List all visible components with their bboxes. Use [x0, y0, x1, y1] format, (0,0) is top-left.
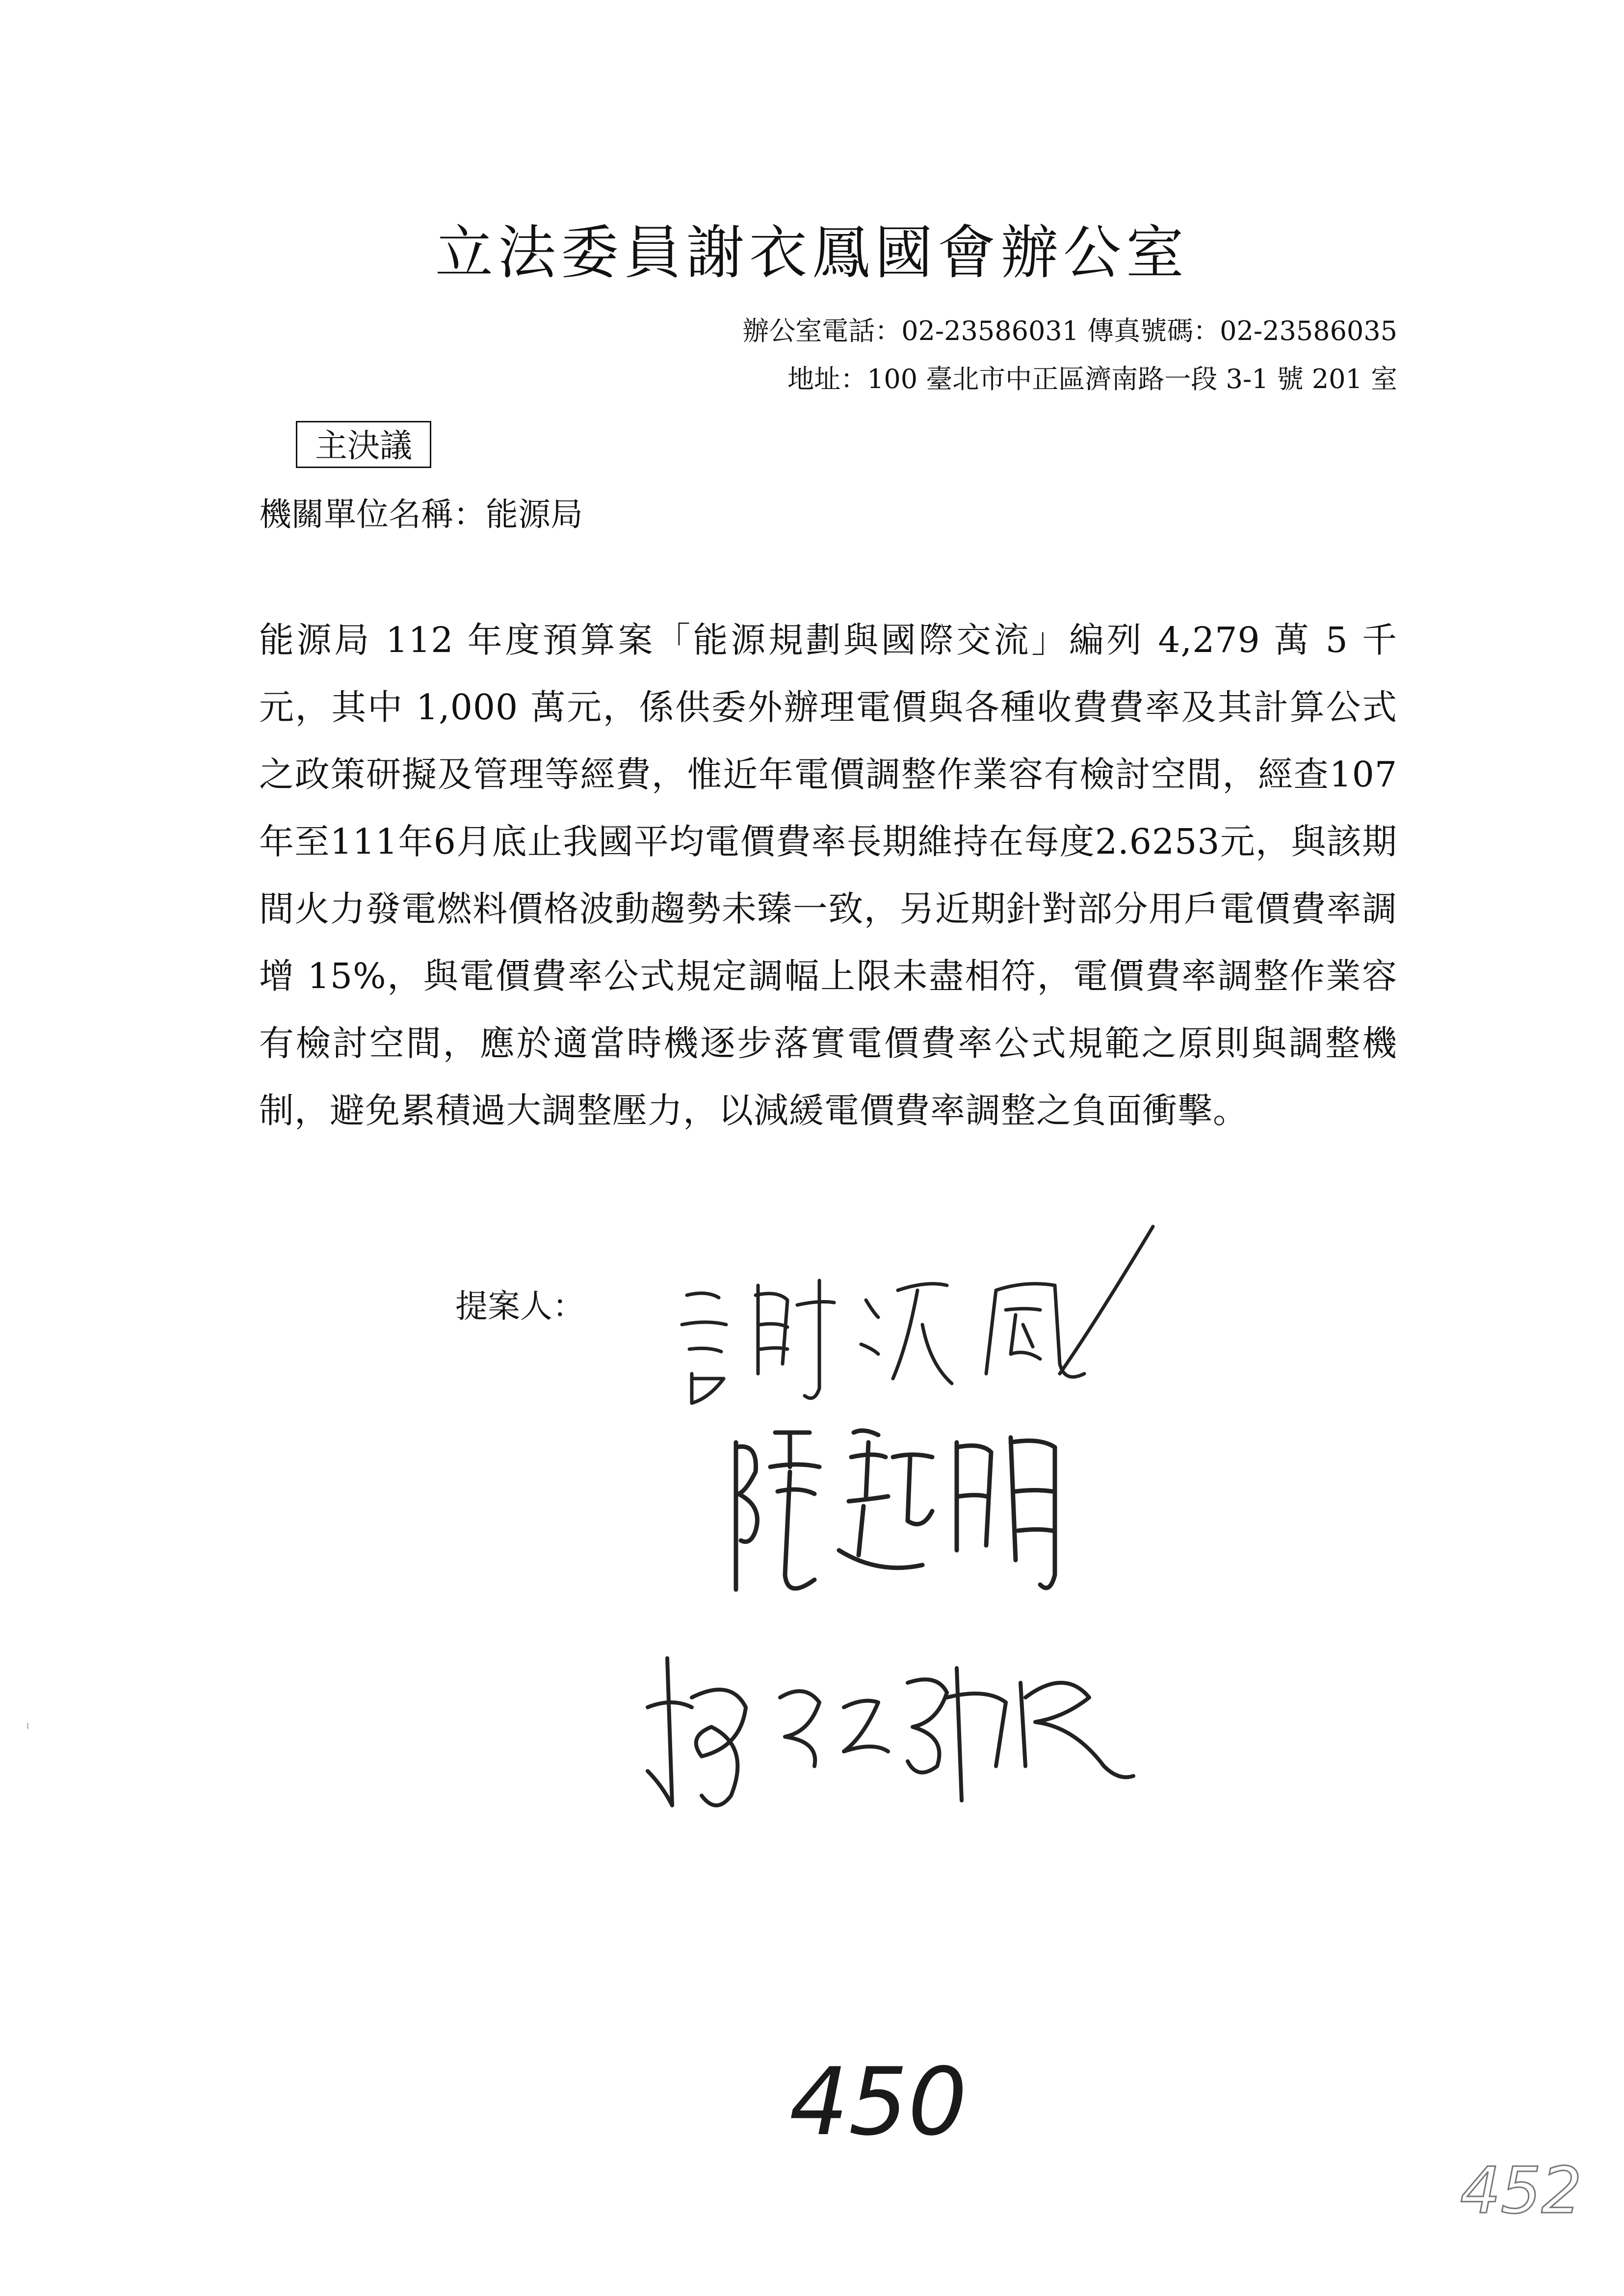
- office-address: 地址：100 臺北市中正區濟南路一段 3-1 號 201 室: [787, 364, 1397, 394]
- signature-2: [716, 1413, 1109, 1619]
- office-contact-phone: 辦公室電話：02-23586031 傳真號碼：02-23586035: [742, 315, 1397, 346]
- proposer-label: 提案人：: [455, 1287, 585, 1325]
- signature-1: [672, 1217, 1163, 1423]
- motion-body-text: 能源局 112 年度預算案「能源規劃與國際交流」編列 4,279 萬 5 千元，其中 1,000 萬元，係供委外辦理電價與各種收費費率及其計算公式之政策研擬及管理等經費，惟近年電價調整作業容有檢討空間，經查107年至111年6月底止我國平均電價費率長期維持在每度2.6253元，與該期間火力發電燃料價格波動趨勢未臻一致，另近期針對部分用戶電價費率調增 15%，與電價費率公式規定調幅上限未盡相符，電價費率調整作業容有檢討空間，應於適當時機逐步落實電價費率公式規範之原則與調整機制，避免累積過大調整壓力，以減緩電價費率調整之負面衝擊。: [259, 620, 1397, 1131]
- office-title: 立法委員謝衣鳳國會辦公室: [435, 219, 1189, 287]
- page-number: [785, 2051, 971, 2159]
- corner-page-number: [1452, 2154, 1590, 2227]
- page-number-text: 450: [789, 2051, 968, 2156]
- signature-3: [633, 1639, 1153, 1835]
- agency-name-line: 機關單位名稱：能源局: [259, 496, 583, 533]
- motion-type-badge: 主決議: [296, 421, 431, 468]
- corner-page-number-text: 452: [1460, 2154, 1582, 2227]
- scan-mark: [27, 1723, 28, 1729]
